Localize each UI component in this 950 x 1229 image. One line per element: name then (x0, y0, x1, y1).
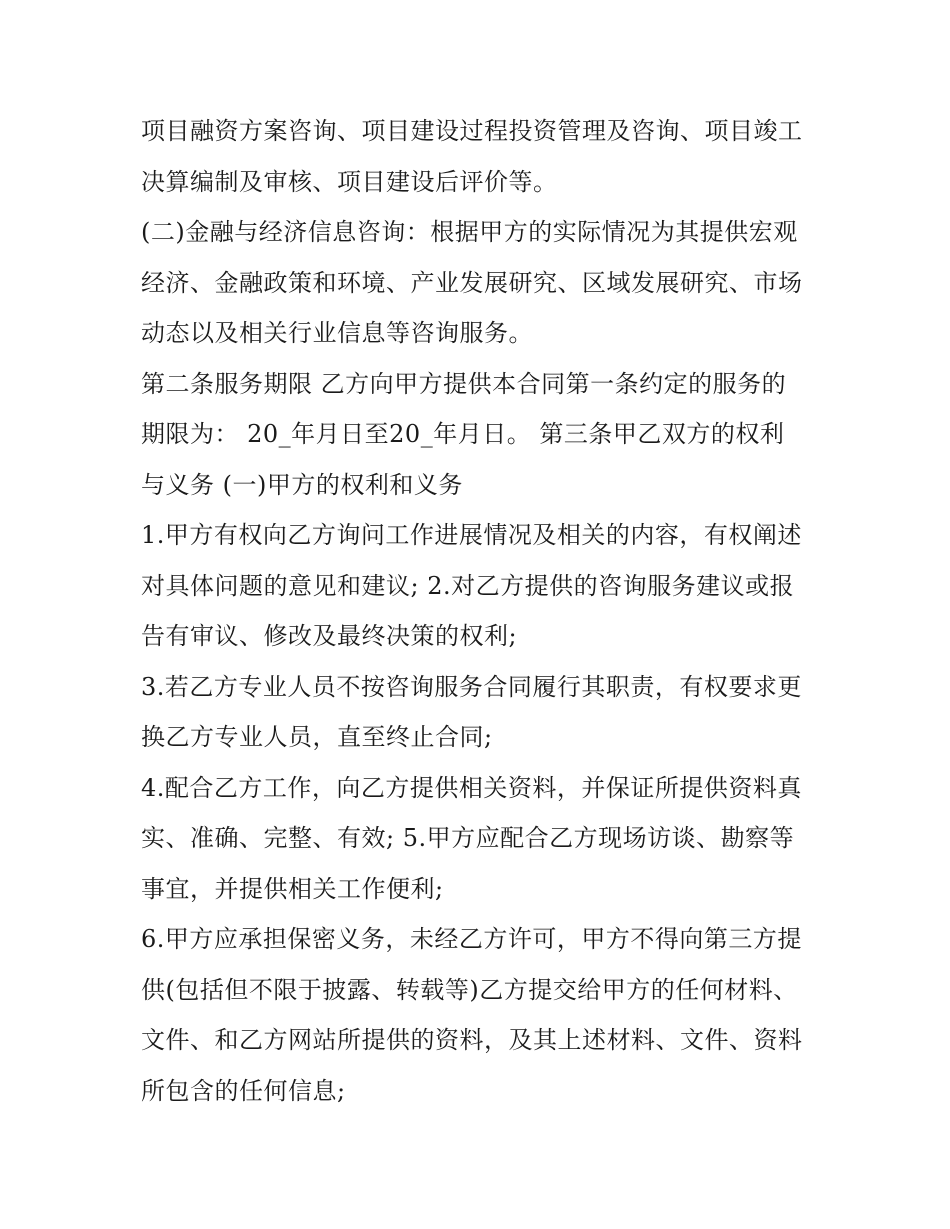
text-line: 1.甲方有权向乙方询问工作进展情况及相关的内容，有权阐述 (141, 521, 802, 549)
text-line: 4.配合乙方工作，向乙方提供相关资料，并保证所提供资料真 (141, 773, 802, 802)
text-line: (二)金融与经济信息咨询：根据甲方的实际情况为其提供宏观 (141, 218, 798, 246)
text-line: 所包含的任何信息; (141, 1076, 346, 1105)
text-line: 项目融资方案咨询、项目建设过程投资管理及咨询、项目竣工 (141, 117, 803, 145)
text-line: 与义务 (一)甲方的权利和义务 (141, 470, 463, 499)
text-line: 换乙方专业人员，直至终止合同; (141, 723, 493, 751)
text-line: 期限为： 20_年月日至20_年月日。 第三条甲乙双方的权利 (141, 420, 785, 448)
document-body (141, 106, 821, 1116)
text-line: 实、准确、完整、有效; 5.甲方应配合乙方现场访谈、勘察等 (141, 824, 795, 852)
text-line: 告有审议、修改及最终决策的权利; (141, 622, 518, 650)
text-line: 3.若乙方专业人员不按咨询服务合同履行其职责，有权要求更 (141, 672, 802, 701)
text-line: 动态以及相关行业信息等咨询服务。 (141, 319, 533, 347)
text-line: 6.甲方应承担保密义务，未经乙方许可，甲方不得向第三方提 (141, 925, 802, 953)
text-line: 供(包括但不限于披露、转载等)乙方提交给甲方的任何材料、 (141, 975, 798, 1004)
text-line: 第二条服务期限 乙方向甲方提供本合同第一条约定的服务的 (141, 369, 787, 398)
text-line: 文件、和乙方网站所提供的资料，及其上述材料、文件、资料 (141, 1026, 803, 1054)
text-line: 对具体问题的意见和建议; 2.对乙方提供的咨询服务建议或报 (141, 571, 795, 600)
text-line: 事宜，并提供相关工作便利; (141, 874, 444, 903)
text-line: 决算编制及审核、项目建设后评价等。 (141, 167, 558, 196)
text-line: 经济、金融政策和环境、产业发展研究、区域发展研究、市场 (141, 268, 803, 297)
